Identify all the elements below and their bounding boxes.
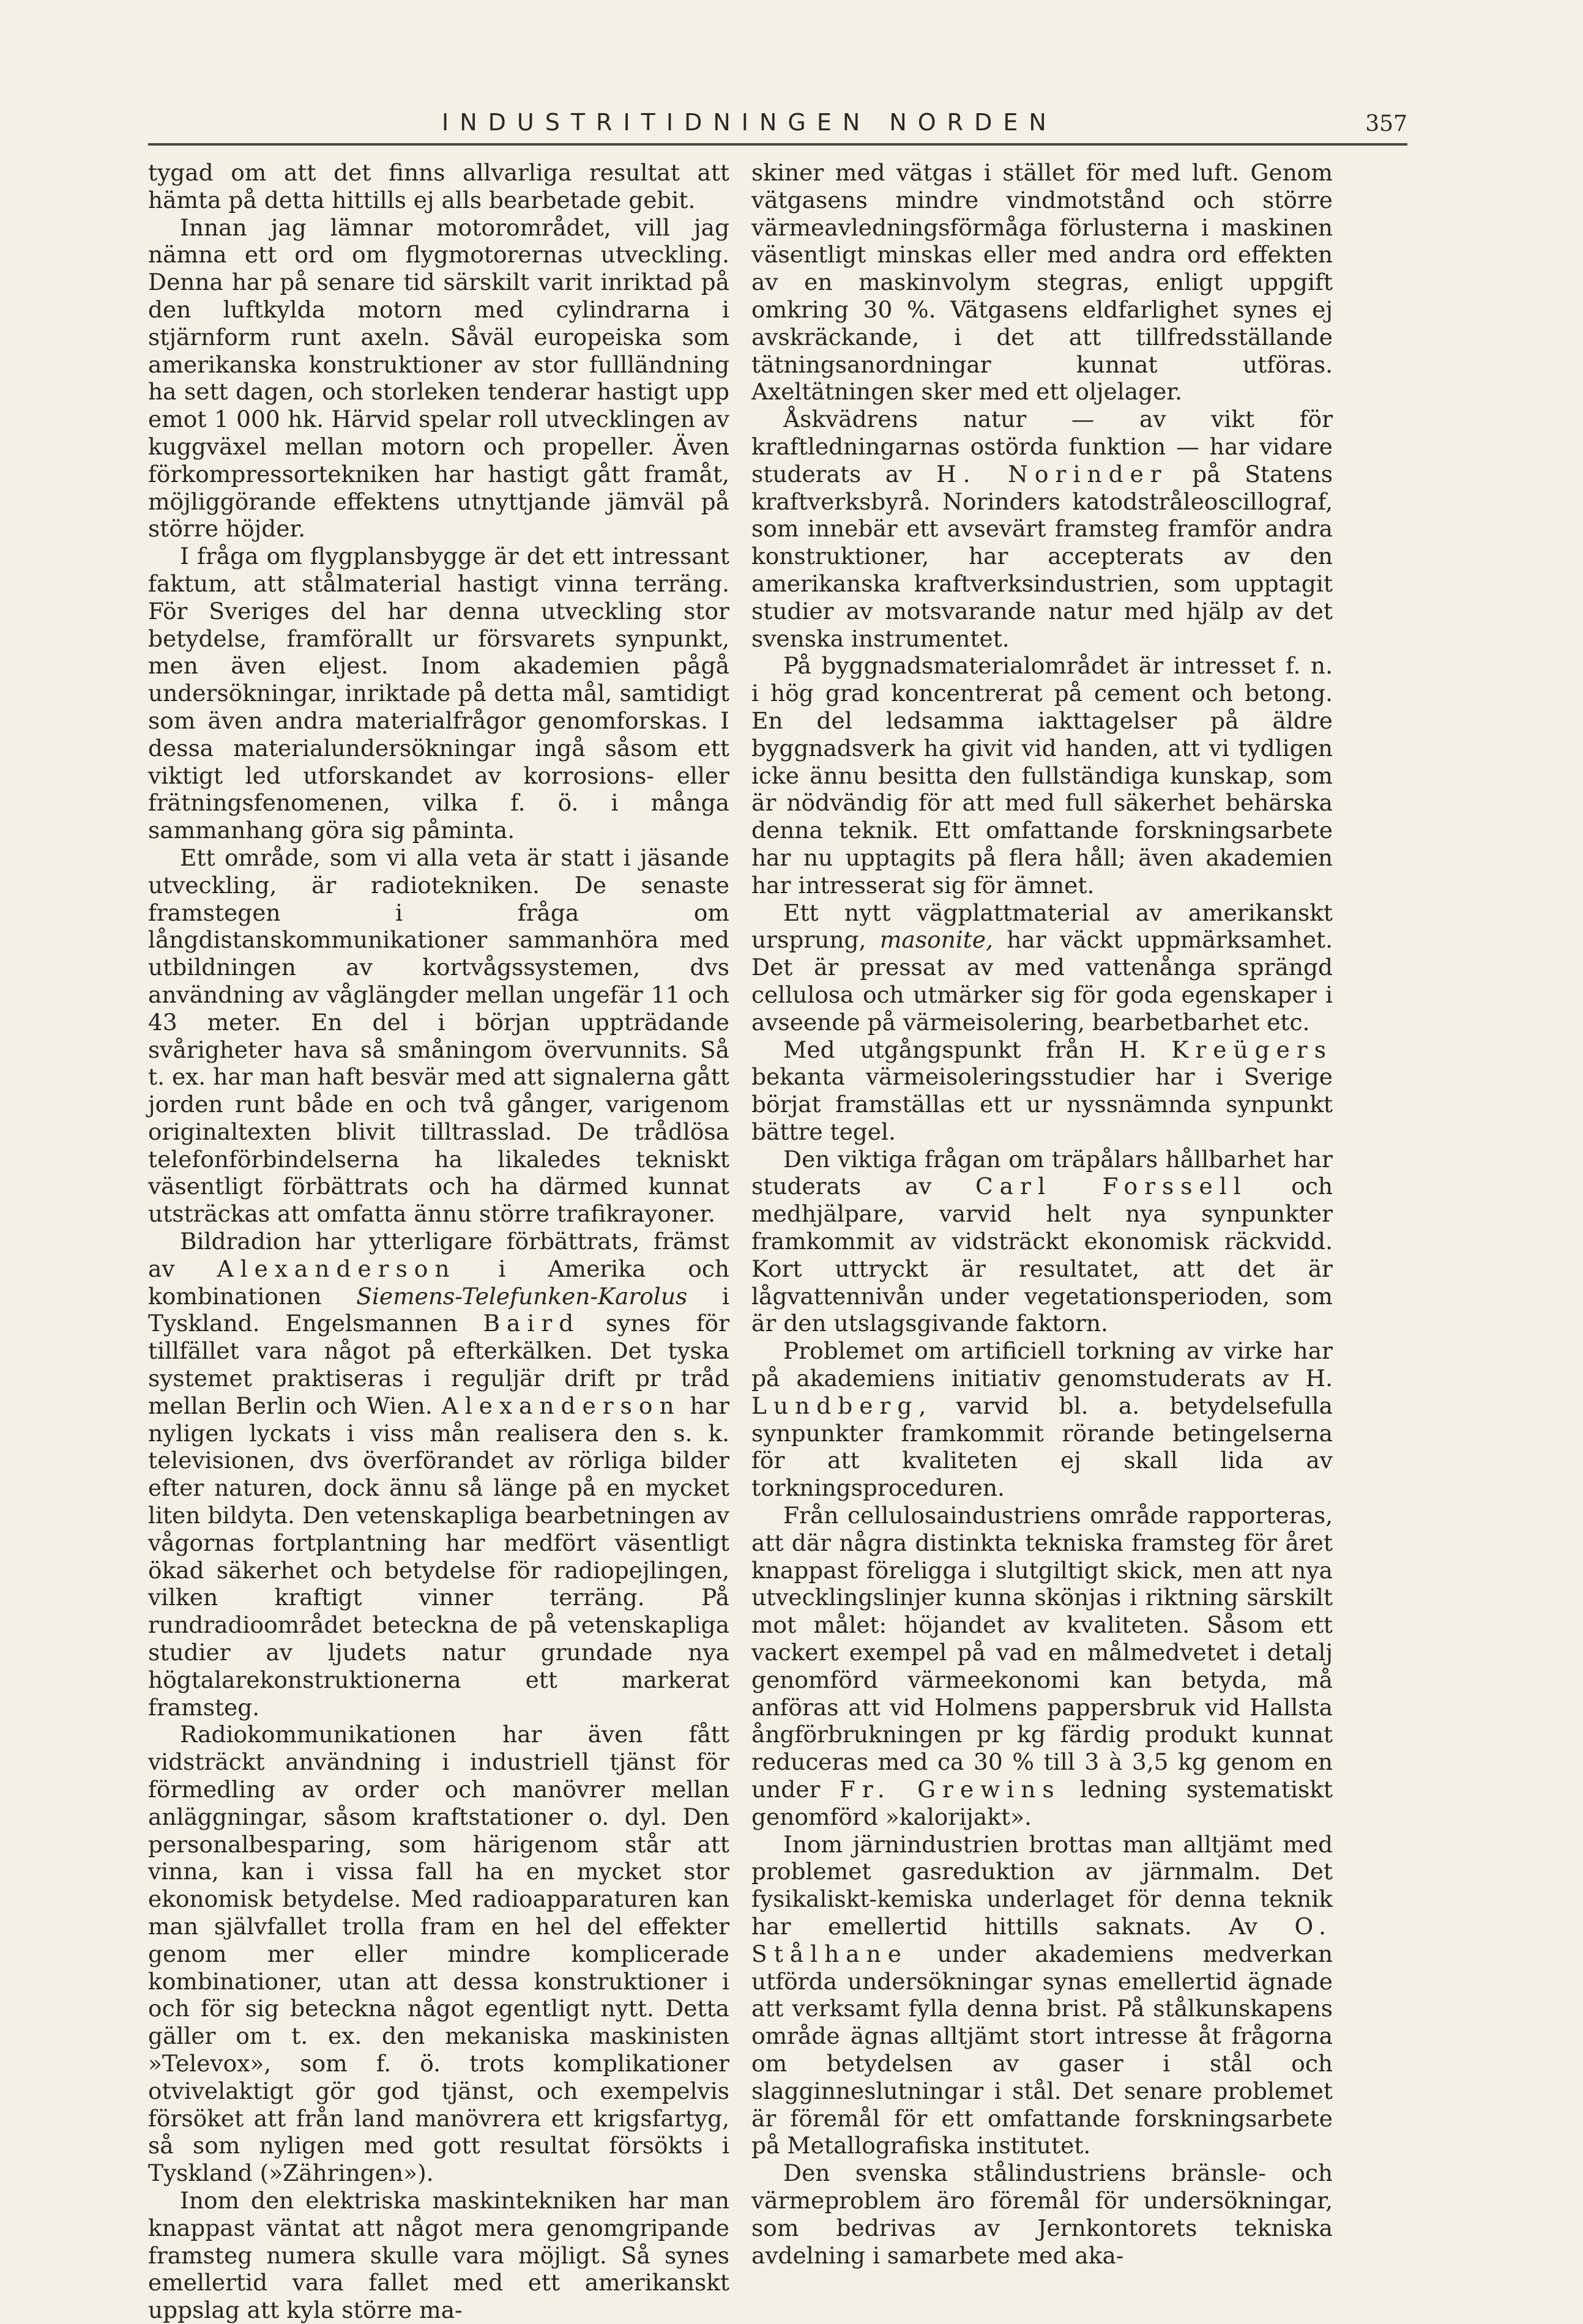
running-header <box>148 104 1407 153</box>
paragraph <box>751 406 1333 652</box>
journal-title: INDUSTRITIDNINGEN NORDEN <box>442 109 1057 136</box>
paragraph: skiner med vätgas i stället för med luft. Genom vätgasens mindre vindmotstånd och större värmeavledningsförmåga förlusterna i maskinen väsentligt minskas eller med andra ord effekten av en maskinvolym stegras, enligt uppgift omkring 30 %. Vätgasens eldfarlighet synes ej avskräckande, i det att tillfredsställande tätningsanordningar kunnat utföras. Axeltätningen sker med ett oljelager. <box>751 159 1333 406</box>
paragraph <box>751 1831 1333 2160</box>
text-run: Från cellulosaindustriens område rapporteras, att där några distinkta tekniska framsteg för året knappast föreligga i slutgiltigt skick, men att nya utvecklingslinjer kunna skönjas i riktning särskilt mot målet: höjandet av kvaliteten. Såsom ett vackert exempel på vad en målmedvetet i detalj genomförd värmeekonomi kan betyda, må anföras att vid Holmens pappersbruk vid Hallsta ångförbrukningen pr kg färdig produkt kunnat reduceras med ca 30 % till 3 à 3,5 kg genom en under <box>751 1502 1333 1803</box>
paragraph <box>751 1502 1333 1831</box>
paragraph: Innan jag lämnar motorområdet, vill jag nämna ett ord om flygmotorernas utveckling. Denna har på senare tid särskilt varit inriktad på den luftkylda motorn med cylindrarna i stjärnform runt axeln. Såväl europeiska som amerikanska konstruktioner av stor fullländning ha sett dagen, och storleken tenderar hastigt upp emot 1 000 hk. Härvid spelar roll utvecklingen av kuggväxel mellan motorn och propeller. Även förkompressortekniken har hastigt gått framåt, möjliggörande effektens utnyttjande jämväl på större höjder. <box>148 213 729 543</box>
text-run: Åskvädrens natur — av vikt för kraftledningarnas ostörda funktion — har vidare studerats av <box>751 406 1333 488</box>
text-run: Med utgångspunkt från H. <box>783 1036 1172 1063</box>
text-run: har väckt uppmärksamhet. Det är pressat av med vattenånga sprängd cellulosa och utmärker sig för goda egenskaper i avseende på värmeisolering, bearbetbarhet etc. <box>751 926 1333 1036</box>
paragraph: tygad om att det finns allvarliga resultat att hämta på detta hittills ej alls bearbetade gebit. <box>148 159 729 213</box>
text-run: på Statens kraftverksbyrå. Norinders katodstråleoscillograf, som innebär ett avsevärt framsteg framför andra konstruktioner, har accepterats av den amerikanska kraftverksindustrien, som upptagit studier av motsvarande natur med hjälp av det svenska instrumentet. <box>751 460 1333 652</box>
text-run: har nyligen lyckats i viss mån realisera den s. k. televisionen, dvs överförandet av rörliga bilder efter naturen, dock ännu så länge på en mycket liten bildyta. Den vetenskapliga bearbetningen av vågornas fortplantning har medfört väsentligt ökad säkerhet och betydelse för radiopejlingen, vilken kraftigt vinner terräng. På rundradioområdet beteckna de på vetenskapliga studier av ljudets natur grundade nya högtalarekonstruktionerna ett markerat framsteg. <box>148 1392 729 1721</box>
paragraph <box>751 1146 1333 1338</box>
person-name: Lundberg <box>751 1392 919 1419</box>
page-number: 357 <box>1365 111 1407 136</box>
paragraph: På byggnadsmaterialområdet är intresset f. n. i hög grad koncentrerat på cement och betong. En del ledsamma iakttagelser på äldre byggnadsverk ha givit vid handen, att vi tydligen icke ännu besitta den fullständiga kunskap, som är nödvändig för att med full säkerhet behärska denna teknik. Ett omfattande forskningsarbete har nu upptagits på flera håll; även akademien har intresserat sig för ämnet. <box>751 652 1333 899</box>
person-name: Alexanderson <box>441 1392 681 1419</box>
paragraph <box>751 899 1333 1036</box>
paragraph: Inom den elektriska maskintekniken har man knappast väntat att något mera genomgripande framsteg numera skulle vara möjligt. Så synes emellertid vara fallet med ett amerikanskt uppslag att kyla större ma- <box>148 2186 729 2324</box>
paragraph <box>148 1228 729 1721</box>
text-run: Bildradion har ytterligare förbättrats, främst av <box>148 1228 729 1282</box>
text-run: ledning systematiskt genomförd »kalorijakt». <box>751 1776 1333 1830</box>
italic-term: masonite, <box>879 926 993 954</box>
text-run: Ett nytt vägplattmaterial av amerikanskt ursprung, <box>751 899 1333 954</box>
paragraph: I fråga om flygplansbygge är det ett intressant faktum, att stålmaterial hastigt vinna terräng. För Sveriges del har denna utveckling stor betydelse, framförallt ur försvarets synpunkt, men även eljest. Inom akademien pågå undersökningar, inriktade på detta mål, samtidigt som även andra materialfrågor genomforskas. I dessa materialundersökningar ingå såsom ett viktigt led utforskandet av korrosions- eller frätningsfenomenen, vilka f. ö. i många sammanhang göra sig påminta. <box>148 543 729 844</box>
right-column <box>751 159 1333 2269</box>
person-name: H. Norinder <box>936 460 1168 488</box>
paragraph <box>751 1337 1333 1502</box>
paragraph: Den svenska stålindustriens bränsle- och värmeproblem äro föremål för undersökningar, som bedrivas av Jernkontorets tekniska avdelning i samarbete med aka- <box>751 2159 1333 2269</box>
paragraph <box>751 1036 1333 1146</box>
text-run: och medhjälpare, varvid helt nya synpunkter framkommit av vidsträckt ekonomisk räckvidd. Kort uttryckt är resultatet, att det är lågvattennivån under vegetationsperioden, som är den utslagsgivande faktorn. <box>751 1173 1333 1337</box>
person-name: Baird <box>483 1310 581 1337</box>
text-run: , varvid bl. a. betydelsefulla synpunkter framkommit rörande betingelserna för att kvaliteten ej skall lida av torkningsproceduren. <box>751 1392 1333 1502</box>
person-name: Fr. Grewins <box>839 1776 1061 1803</box>
header-rule <box>148 143 1407 146</box>
text-run: bekanta värmeisoleringsstudier har i Sverige börjat framställas ett ur nyssnämnda synpunkt bättre tegel. <box>751 1063 1333 1145</box>
person-name: Alexanderson <box>217 1255 456 1282</box>
italic-term: Siemens-Telefunken-Karolus <box>356 1282 688 1310</box>
person-name: Kreügers <box>1171 1036 1333 1063</box>
text-run: i Amerika och kombinationen <box>148 1255 729 1310</box>
text-run: i Tyskland. Engelsmannen <box>148 1282 729 1337</box>
left-column <box>148 159 729 2324</box>
text-run: synes för tillfället vara något på efterkälken. Det tyska systemet praktiseras i reguljär drift pr tråd mellan Berlin och Wien. <box>148 1310 729 1419</box>
person-name: O. Stålhane <box>751 1913 1333 1967</box>
text-run: Problemet om artificiell torkning av virke har på akademiens initiativ genomstuderats av H. <box>751 1337 1333 1392</box>
paragraph: Radiokommunikationen har även fått vidsträckt användning i industriell tjänst för förmedling av order och manövrer mellan anläggningar, såsom kraftstationer o. dyl. Den personalbesparing, som härigenom står att vinna, kan i vissa fall ha en mycket stor ekonomisk betydelse. Med radioapparaturen kan man självfallet trolla fram en hel del effekter genom mer eller mindre komplicerade kombinationer, utan att dessa konstruktioner i och för sig beteckna något egentligt nytt. Detta gäller om t. ex. den mekaniska maskinisten »Televox», som f. ö. trots komplikationer otvivelaktigt gör god tjänst, och exempelvis försöket att från land manövrera ett krigsfartyg, så som nyligen med gott resultat försökts i Tyskland (»Zähringen»). <box>148 1721 729 2187</box>
text-run: under akademiens medverkan utförda undersökningar synas emellertid ägnade att verksamt fylla denna brist. På stålkunskapens område ägnas alltjämt stort intresse åt frågorna om betydelsen av gaser i stål och slagginneslutningar i stål. Det senare problemet är föremål för ett omfattande forskningsarbete på Metallografiska institutet. <box>751 1940 1333 2159</box>
text-run: Inom järnindustrien brottas man alltjämt med problemet gasreduktion av järnmalm. Det fysikaliskt-kemiska underlaget för denna teknik har emellertid hittills saknats. Av <box>751 1830 1333 1940</box>
person-name: Carl Forssell <box>975 1173 1248 1200</box>
text-run: Den viktiga frågan om träpålars hållbarhet har studerats av <box>751 1145 1333 1200</box>
paragraph: Ett område, som vi alla veta är statt i jäsande utveckling, är radiotekniken. De senaste framstegen i fråga om långdistanskommunikationer sammanhöra med utbildningen av kortvågssystemen, dvs användning av våglängder mellan ungefär 11 och 43 meter. En del i början uppträdande svårigheter hava så småningom övervunnits. Så t. ex. har man haft besvär med att signalerna gått jorden runt både en och två gånger, varigenom originaltexten blivit tilltrasslad. De trådlösa telefonförbindelserna ha likaledes tekniskt väsentligt förbättrats och ha därmed kunnat utsträckas att omfatta ännu större trafikrayoner. <box>148 844 729 1228</box>
